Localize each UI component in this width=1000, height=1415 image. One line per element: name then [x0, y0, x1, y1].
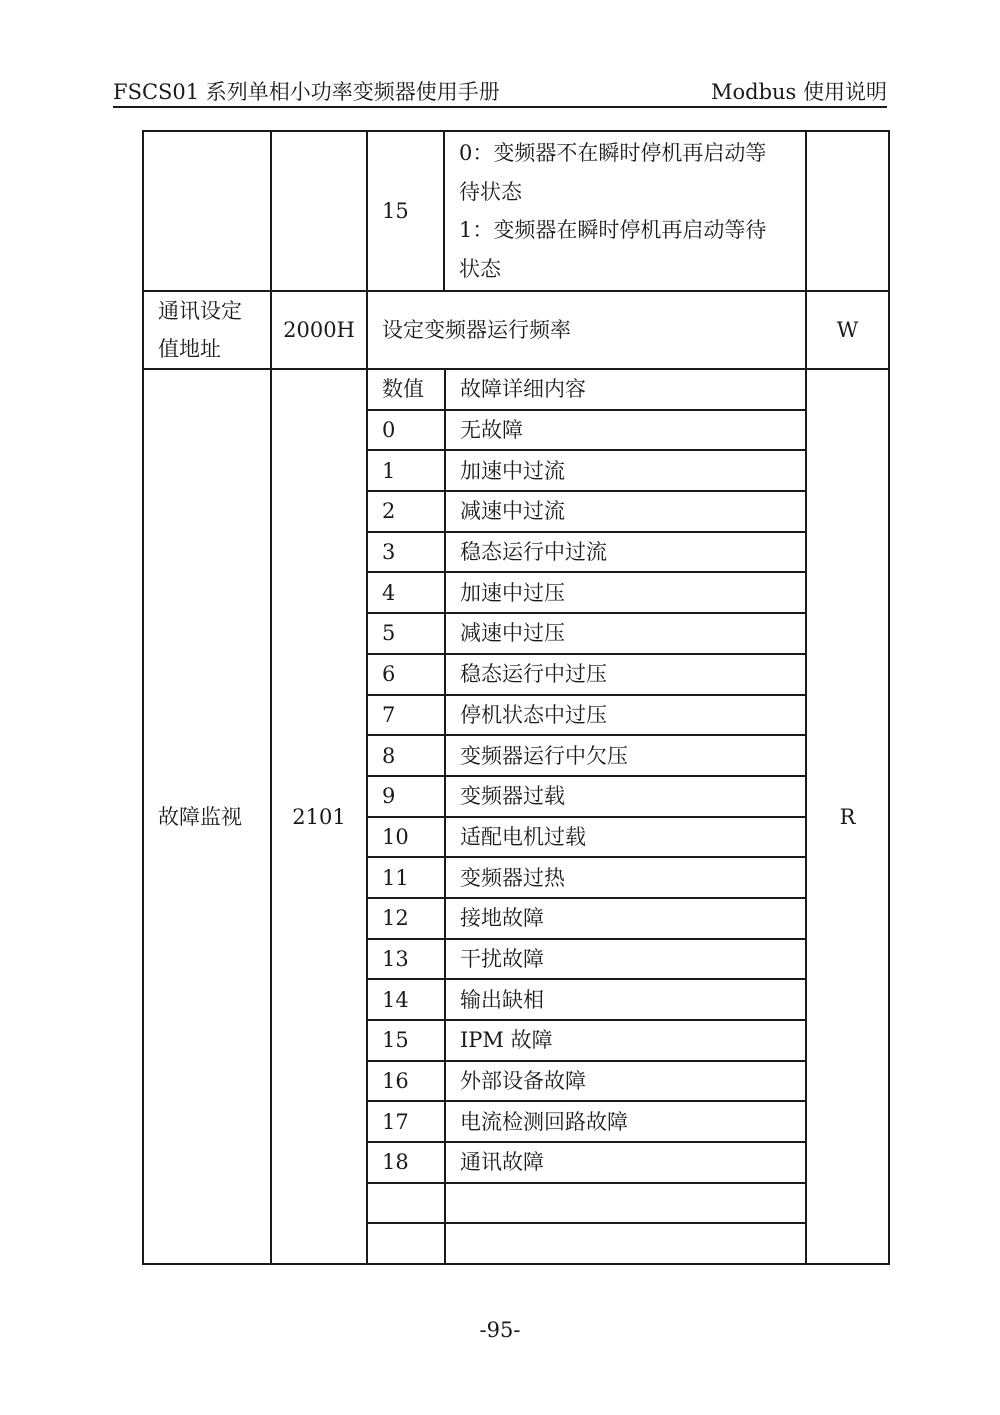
fault-code-row [368, 410, 807, 451]
fault-code-value: 4 [368, 572, 445, 613]
fault-code-value: 0 [368, 410, 445, 451]
fault-code-header-row [368, 370, 807, 410]
cell-empty-address [271, 131, 367, 291]
fault-code-detail: 电流检测回路故障 [445, 1101, 807, 1142]
fault-code-detail: 干扰故障 [445, 939, 807, 980]
cell-fault-access: R [806, 369, 889, 1264]
fault-code-value: 15 [368, 1020, 445, 1061]
fault-code-value: 14 [368, 979, 445, 1020]
fault-code-row [368, 1142, 807, 1183]
fault-code-row [368, 572, 807, 613]
fault-code-detail: 变频器过热 [445, 857, 807, 898]
fault-code-value: 3 [368, 532, 445, 573]
fault-code-value: 17 [368, 1101, 445, 1142]
bit-desc-line: 1：变频器在瞬时停机再启动等待 [459, 218, 767, 242]
fault-code-value: 5 [368, 613, 445, 654]
fault-code-detail [445, 1183, 807, 1224]
bit-desc-line: 0：变频器不在瞬时停机再启动等 [459, 141, 767, 165]
cell-setpoint-name [143, 291, 271, 369]
fault-code-row [368, 979, 807, 1020]
fault-code-value: 13 [368, 939, 445, 980]
fault-code-value: 9 [368, 776, 445, 817]
fault-code-row [368, 532, 807, 573]
fault-code-row [368, 654, 807, 695]
fault-code-detail: 加速中过压 [445, 572, 807, 613]
fault-code-row [368, 1101, 807, 1142]
page-header [113, 70, 887, 108]
fault-code-value [368, 1223, 445, 1263]
fault-code-detail: 加速中过流 [445, 450, 807, 491]
fault-code-row [368, 857, 807, 898]
fault-code-detail: 接地故障 [445, 898, 807, 939]
fault-code-detail: 减速中过流 [445, 491, 807, 532]
bit-desc-line: 待状态 [459, 179, 522, 204]
col-header-detail: 故障详细内容 [445, 370, 807, 410]
fault-code-value: 18 [368, 1142, 445, 1183]
fault-code-row [368, 776, 807, 817]
cell-fault-codes [367, 369, 806, 1264]
setpoint-name-line: 通讯设定 [158, 299, 242, 323]
bit-desc-line: 状态 [459, 256, 501, 281]
table-row-bit15 [143, 131, 889, 291]
fault-code-detail: 输出缺相 [445, 979, 807, 1020]
cell-fault-address: 2101 [271, 369, 367, 1264]
cell-fault-name: 故障监视 [143, 369, 271, 1264]
fault-code-row [368, 735, 807, 776]
fault-code-value: 7 [368, 695, 445, 736]
modbus-parameter-table [142, 130, 890, 1265]
fault-code-value: 12 [368, 898, 445, 939]
cell-bit-number: 15 [367, 131, 444, 291]
fault-code-value: 11 [368, 857, 445, 898]
fault-code-row [368, 1020, 807, 1061]
fault-code-detail: 变频器运行中欠压 [445, 735, 807, 776]
fault-code-detail: 外部设备故障 [445, 1061, 807, 1102]
setpoint-name-line: 值地址 [158, 337, 221, 361]
cell-empty-access [806, 131, 889, 291]
fault-code-value: 2 [368, 491, 445, 532]
cell-setpoint-address: 2000H [271, 291, 367, 369]
fault-code-detail: IPM 故障 [445, 1020, 807, 1061]
cell-bit-description [444, 131, 806, 291]
fault-code-detail: 变频器过载 [445, 776, 807, 817]
header-section-title: Modbus 使用说明 [710, 80, 887, 104]
fault-code-value: 8 [368, 735, 445, 776]
fault-code-detail: 稳态运行中过流 [445, 532, 807, 573]
fault-code-row [368, 817, 807, 858]
fault-code-row [368, 1223, 807, 1263]
page-number: -95- [479, 1318, 521, 1342]
fault-code-row [368, 1061, 807, 1102]
fault-code-row [368, 491, 807, 532]
fault-code-value: 6 [368, 654, 445, 695]
fault-code-value: 16 [368, 1061, 445, 1102]
fault-code-value: 10 [368, 817, 445, 858]
table-row-setpoint [143, 291, 889, 369]
fault-code-row [368, 898, 807, 939]
col-header-value: 数值 [368, 370, 445, 410]
fault-code-row [368, 939, 807, 980]
fault-code-row [368, 613, 807, 654]
header-manual-title: FSCS01 系列单相小功率变频器使用手册 [113, 80, 500, 104]
cell-setpoint-description: 设定变频器运行频率 [367, 291, 806, 369]
fault-code-row [368, 695, 807, 736]
fault-code-row [368, 1183, 807, 1224]
fault-code-value [368, 1183, 445, 1224]
fault-code-detail: 减速中过压 [445, 613, 807, 654]
cell-empty-name [143, 131, 271, 291]
fault-code-detail: 通讯故障 [445, 1142, 807, 1183]
fault-code-detail: 停机状态中过压 [445, 695, 807, 736]
cell-setpoint-access: W [806, 291, 889, 369]
fault-code-detail: 稳态运行中过压 [445, 654, 807, 695]
fault-code-detail: 适配电机过载 [445, 817, 807, 858]
fault-code-detail: 无故障 [445, 410, 807, 451]
table-row-fault-monitor [143, 369, 889, 1264]
fault-code-detail [445, 1223, 807, 1263]
fault-code-table [368, 370, 807, 1263]
fault-code-row [368, 450, 807, 491]
fault-code-value: 1 [368, 450, 445, 491]
